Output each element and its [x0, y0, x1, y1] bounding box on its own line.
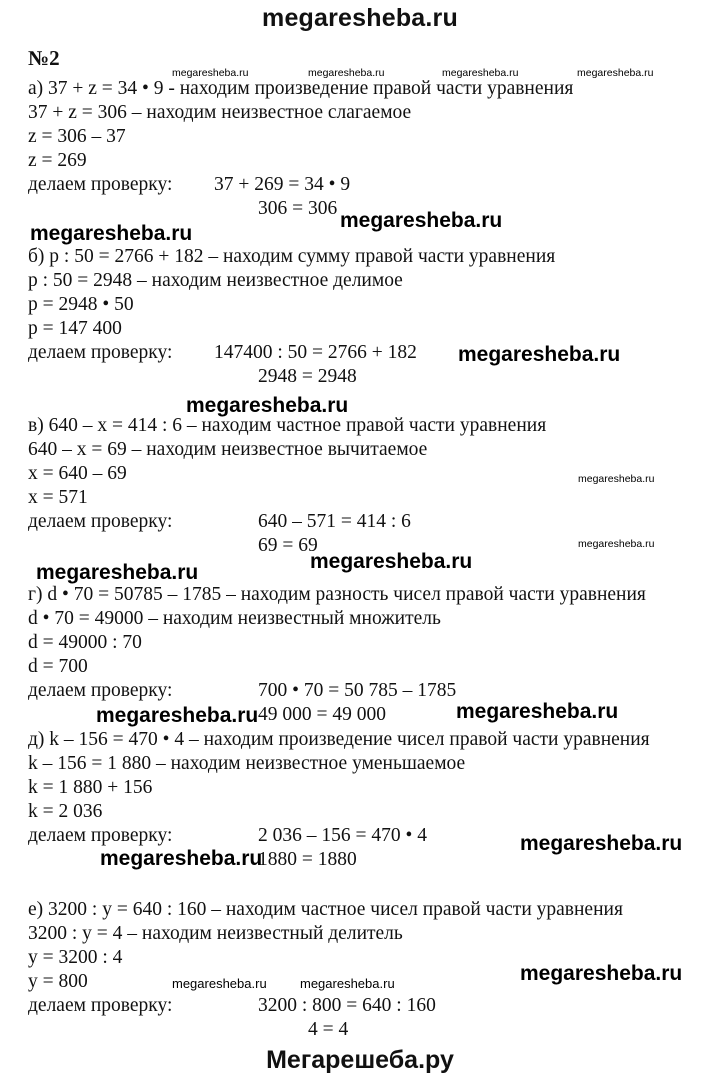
watermark: megaresheba.ru [186, 394, 349, 417]
solution-line-d1: г) d • 70 = 50785 – 1785 – находим разность чисел правой части уравнения [28, 584, 646, 605]
solution-line-e2: k – 156 = 1 880 – находим неизвестное уменьшаемое [28, 753, 466, 774]
check-line-e1: 2 036 – 156 = 470 • 4 [258, 825, 427, 846]
solution-line-d2: d • 70 = 49000 – находим неизвестный множитель [28, 608, 441, 629]
check-label-a: делаем проверку: [28, 174, 173, 195]
solution-line-c4: x = 571 [28, 487, 88, 508]
watermark: megaresheba.ru [578, 538, 655, 550]
solution-line-e3: k = 1 880 + 156 [28, 777, 153, 798]
check-line-e2: 1880 = 1880 [258, 849, 357, 870]
watermark: megaresheba.ru [300, 976, 395, 991]
watermark: megaresheba.ru [442, 67, 519, 79]
check-line-d1: 700 • 70 = 50 785 – 1785 [258, 680, 457, 701]
check-line-b1: 147400 : 50 = 2766 + 182 [214, 342, 417, 363]
solution-line-a2: 37 + z = 306 – находим неизвестное слагаемое [28, 102, 412, 123]
watermark: megaresheba.ru [310, 550, 473, 573]
check-line-c2: 69 = 69 [258, 535, 318, 556]
solution-line-c1: в) 640 – x = 414 : 6 – находим частное правой части уравнения [28, 415, 547, 436]
solution-line-b3: p = 2948 • 50 [28, 294, 134, 315]
solution-line-b2: p : 50 = 2948 – находим неизвестное делимое [28, 270, 403, 291]
watermark: megaresheba.ru [578, 473, 655, 485]
watermark: megaresheba.ru [458, 343, 621, 366]
watermark: megaresheba.ru [30, 222, 193, 245]
check-line-f1: 3200 : 800 = 640 : 160 [258, 995, 436, 1016]
solution-line-b1: б) p : 50 = 2766 + 182 – находим сумму правой части уравнения [28, 246, 556, 267]
solution-line-d3: d = 49000 : 70 [28, 632, 142, 653]
check-label-f: делаем проверку: [28, 995, 173, 1016]
watermark: megaresheba.ru [100, 847, 263, 870]
watermark: megaresheba.ru [36, 561, 199, 584]
check-label-b: делаем проверку: [28, 342, 173, 363]
task-number: №2 [28, 46, 60, 70]
watermark: megaresheba.ru [520, 832, 683, 855]
site-header-title[interactable]: megaresheba.ru [262, 4, 458, 32]
watermark: megaresheba.ru [577, 67, 654, 79]
check-line-b2: 2948 = 2948 [258, 366, 357, 387]
watermark: megaresheba.ru [96, 704, 259, 727]
solution-line-c3: x = 640 – 69 [28, 463, 127, 484]
check-line-a1: 37 + 269 = 34 • 9 [214, 174, 351, 195]
solution-line-e1: д) k – 156 = 470 • 4 – находим произведение чисел правой части уравнения [28, 729, 650, 750]
watermark: megaresheba.ru [520, 962, 683, 985]
check-line-c1: 640 – 571 = 414 : 6 [258, 511, 411, 532]
site-footer-title[interactable]: Мегарешеба.ру [266, 1046, 454, 1074]
solution-line-f2: 3200 : y = 4 – находим неизвестный делитель [28, 923, 403, 944]
solution-line-a4: z = 269 [28, 150, 87, 171]
watermark: megaresheba.ru [308, 67, 385, 79]
solution-line-a3: z = 306 – 37 [28, 126, 126, 147]
solution-line-f3: y = 3200 : 4 [28, 947, 123, 968]
solution-line-c2: 640 – x = 69 – находим неизвестное вычитаемое [28, 439, 428, 460]
check-label-c: делаем проверку: [28, 511, 173, 532]
solution-line-b4: p = 147 400 [28, 318, 122, 339]
watermark: megaresheba.ru [456, 700, 619, 723]
solution-line-f1: е) 3200 : y = 640 : 160 – находим частное чисел правой части уравнения [28, 899, 623, 920]
check-label-e: делаем проверку: [28, 825, 173, 846]
check-line-f2: 4 = 4 [308, 1019, 349, 1040]
check-label-d: делаем проверку: [28, 680, 173, 701]
check-line-a2: 306 = 306 [258, 198, 338, 219]
solution-line-d4: d = 700 [28, 656, 88, 677]
solution-line-e4: k = 2 036 [28, 801, 103, 822]
watermark: megaresheba.ru [172, 976, 267, 991]
watermark: megaresheba.ru [340, 209, 503, 232]
solution-line-a1: а) 37 + z = 34 • 9 - находим произведение правой части уравнения [28, 78, 574, 99]
solution-line-f4: y = 800 [28, 971, 88, 992]
watermark: megaresheba.ru [172, 67, 249, 79]
check-line-d2: 49 000 = 49 000 [258, 704, 386, 725]
